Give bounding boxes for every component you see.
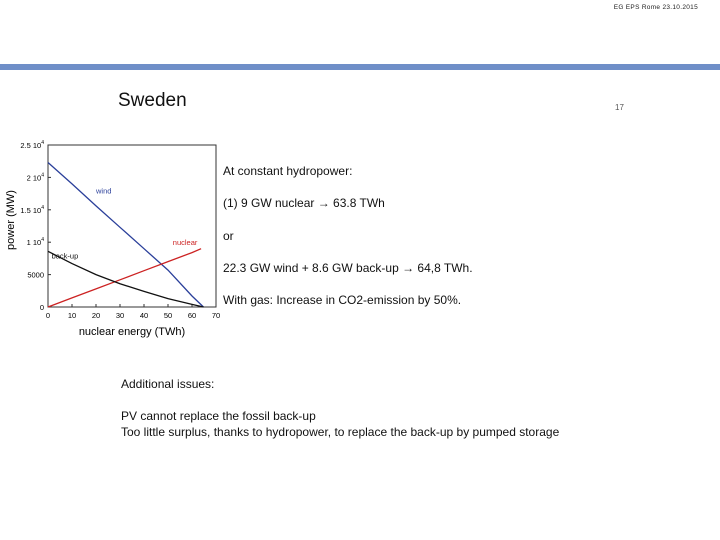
y-tick-label: 5000 <box>27 270 44 280</box>
y-tick-exponent: 4 <box>41 237 44 244</box>
x-tick-label: 60 <box>187 311 197 320</box>
y-tick-label: 1.5 $10^4$ <box>20 204 44 215</box>
issues-heading: Additional issues: <box>121 377 215 391</box>
condition-line-5: With gas: Increase in CO2-emission by 50%. <box>223 293 462 307</box>
header-meta: EG EPS Rome 23.10.2015 <box>613 4 698 11</box>
x-tick-label: 70 <box>211 311 221 320</box>
series-label-back-up: back-up <box>51 251 79 261</box>
y-tick-exponent: 4 <box>41 140 44 146</box>
y-tick-label: 2 $10^4$ <box>26 172 44 183</box>
issues-list <box>121 408 559 440</box>
x-tick-label: 30 <box>115 311 125 320</box>
x-tick-label: 10 <box>67 311 77 320</box>
header-band <box>0 64 720 70</box>
x-tick-label: 50 <box>163 311 173 320</box>
x-tick-label: 40 <box>139 311 149 320</box>
condition-line-2: (1) 9 GW nuclear → 63.8 TWh <box>223 196 385 210</box>
issue-item: PV cannot replace the fossil back-up <box>121 409 316 423</box>
power-vs-nuclear-chart <box>0 130 240 345</box>
y-tick-label: 2.5 $10^4$ <box>20 140 44 150</box>
y-tick-exponent: 4 <box>41 172 44 179</box>
slide-title: Sweden <box>118 90 187 111</box>
y-tick-label: 0 <box>39 303 44 312</box>
issue-item: Too little surplus, thanks to hydropower, to replace the back-up by pumped storage <box>121 425 560 439</box>
y-tick-label: 1 $10^4$ <box>26 237 44 248</box>
y-axis-label: power (MW) <box>5 190 17 250</box>
plot-frame <box>48 145 216 307</box>
condition-line-4: 22.3 GW wind + 8.6 GW back-up → 64,8 TWh. <box>223 261 473 275</box>
page-number: 17 <box>615 103 624 112</box>
condition-line-1: At constant hydropower: <box>223 164 353 178</box>
x-axis-label: nuclear energy (TWh) <box>78 326 186 338</box>
series-label-wind: wind <box>96 186 112 196</box>
series-label-nuclear: nuclear <box>172 237 198 247</box>
x-tick-label: 0 <box>45 311 51 320</box>
condition-line-3: or <box>223 229 234 243</box>
x-tick-label: 20 <box>91 311 101 320</box>
y-tick-exponent: 4 <box>41 204 44 211</box>
